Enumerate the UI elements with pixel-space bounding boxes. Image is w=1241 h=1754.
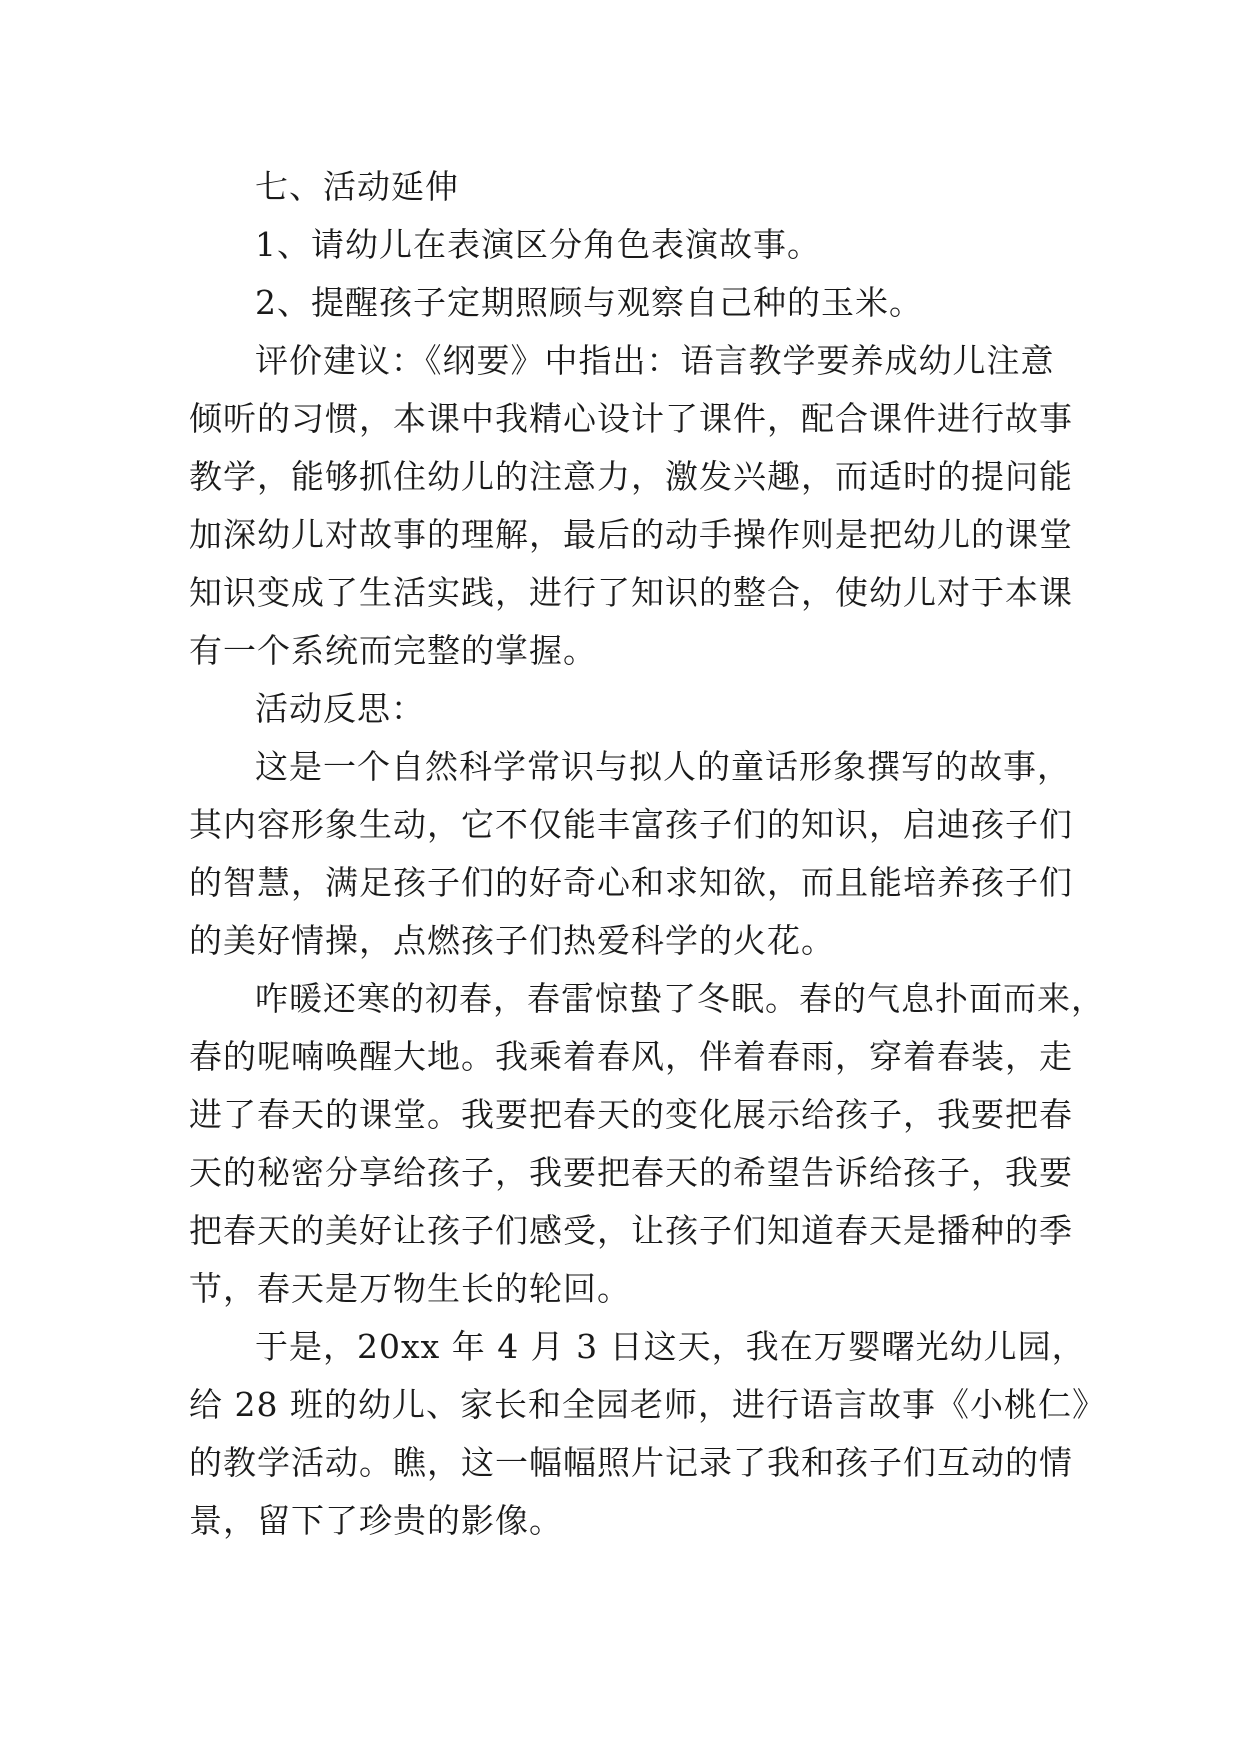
text-line: 给 28 班的幼儿、家长和全园老师，进行语言故事《小桃仁》 bbox=[189, 1385, 1106, 1424]
text-line: 知识变成了生活实践，进行了知识的整合，使幼儿对于本课 bbox=[189, 573, 1073, 612]
text-line: 的美好情操，点燃孩子们热爱科学的火花。 bbox=[189, 921, 835, 960]
text-line: 节，春天是万物生长的轮回。 bbox=[189, 1269, 631, 1308]
paragraph-reflection-1 bbox=[189, 738, 1073, 970]
paragraph-reflection-heading bbox=[189, 680, 1049, 738]
paragraph-reflection-3 bbox=[189, 1318, 1106, 1550]
text-line: 景，留下了珍贵的影像。 bbox=[189, 1501, 563, 1540]
text-line: 其内容形象生动，它不仅能丰富孩子们的知识，启迪孩子们 bbox=[189, 805, 1073, 844]
text-line: 的智慧，满足孩子们的好奇心和求知欲，而且能培养孩子们 bbox=[189, 863, 1073, 902]
text-line: 的教学活动。瞧，这一幅幅照片记录了我和孩子们互动的情 bbox=[189, 1443, 1073, 1482]
text-line: 这是一个自然科学常识与拟人的童话形象撰写的故事， bbox=[255, 747, 1071, 786]
text-line: 春的呢喃唤醒大地。我乘着春风，伴着春雨，穿着春装，走 bbox=[189, 1037, 1073, 1076]
text-line: 有一个系统而完整的掌握。 bbox=[189, 631, 597, 670]
text-line: 天的秘密分享给孩子，我要把春天的希望告诉给孩子，我要 bbox=[189, 1153, 1073, 1192]
paragraph-extension-item-2 bbox=[189, 274, 1049, 332]
paragraph-evaluation bbox=[189, 332, 1073, 680]
text-line: 进了春天的课堂。我要把春天的变化展示给孩子，我要把春 bbox=[189, 1095, 1073, 1134]
text-line: 把春天的美好让孩子们感受，让孩子们知道春天是播种的季 bbox=[189, 1211, 1073, 1250]
text-line: 加深幼儿对故事的理解，最后的动手操作则是把幼儿的课堂 bbox=[189, 515, 1073, 554]
text-line: 于是，20xx 年 4 月 3 日这天，我在万婴曙光幼儿园， bbox=[255, 1327, 1086, 1366]
text-line: 活动反思： bbox=[255, 689, 425, 728]
text-line: 2、提醒孩子定期照顾与观察自己种的玉米。 bbox=[255, 283, 923, 322]
paragraph-extension-item-1 bbox=[189, 216, 1049, 274]
text-line: 七、活动延伸 bbox=[255, 167, 459, 206]
text-line: 评价建议：《纲要》中指出：语言教学要养成幼儿注意 bbox=[255, 341, 1055, 380]
paragraph-section-heading bbox=[189, 158, 1049, 216]
text-line: 1、请幼儿在表演区分角色表演故事。 bbox=[255, 225, 821, 264]
text-line: 咋暖还寒的初春，春雷惊蛰了冬眠。春的气息扑面而来， bbox=[255, 979, 1105, 1018]
text-line: 教学，能够抓住幼儿的注意力，激发兴趣，而适时的提问能 bbox=[189, 457, 1073, 496]
paragraph-reflection-2 bbox=[189, 970, 1105, 1318]
document-body bbox=[189, 158, 1106, 1550]
text-line: 倾听的习惯，本课中我精心设计了课件，配合课件进行故事 bbox=[189, 399, 1073, 438]
